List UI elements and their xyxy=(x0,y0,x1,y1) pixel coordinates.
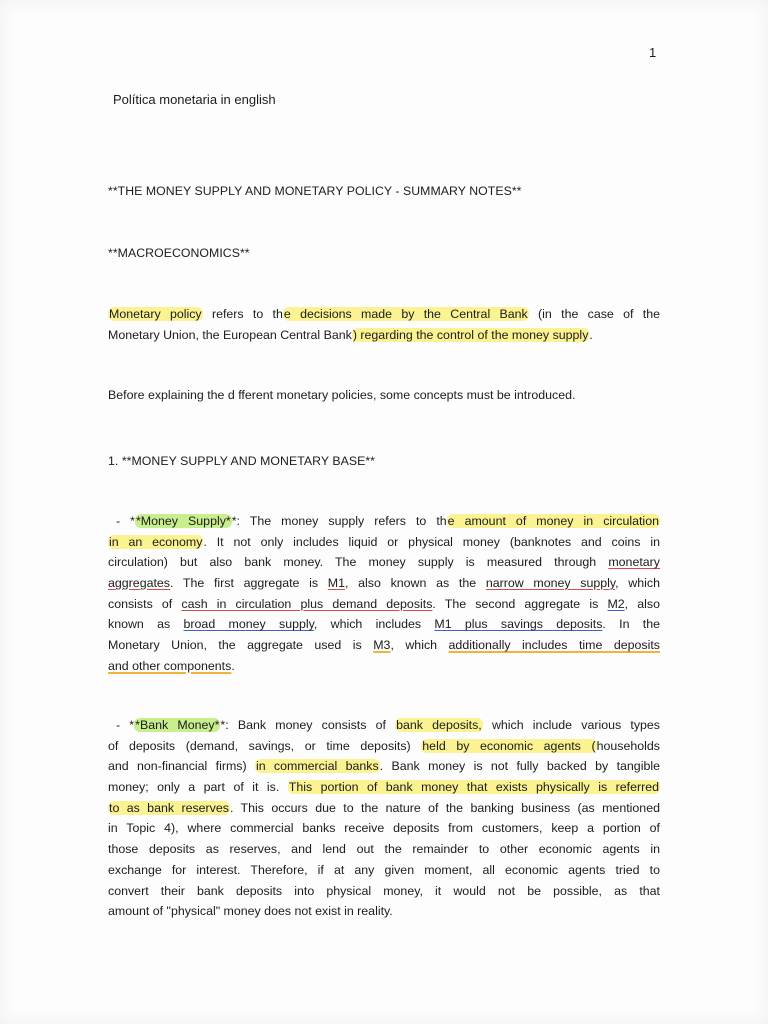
text-run: Monetary Union, the aggregate used is xyxy=(108,638,374,653)
underlined-text: and other components xyxy=(108,658,232,673)
paragraph-line xyxy=(108,573,660,594)
highlighted-text: This portion of bank money that exists physically is referred xyxy=(288,780,659,795)
highlighted-text: held by economic agents ( xyxy=(422,738,596,753)
text-run: , which xyxy=(615,576,660,591)
paragraph-line xyxy=(108,594,660,615)
underlined-text: cash in circulation plus demand deposits xyxy=(181,596,433,611)
bank-money-paragraph xyxy=(108,715,660,922)
intro-paragraph xyxy=(108,304,660,345)
text-run: in Topic 4), where commercial banks receive deposits from customers, keep a portion of xyxy=(108,821,660,836)
underlined-text: M3 xyxy=(373,638,391,653)
highlighted-text: in an economy xyxy=(109,534,203,549)
paragraph-line xyxy=(108,839,660,860)
text-run: , which includes xyxy=(313,617,435,632)
text-run: and non-financial firms) xyxy=(108,759,255,774)
highlighted-text: in commercial banks xyxy=(255,759,379,774)
paragraph-line xyxy=(108,635,660,656)
text-run: (in the case of the xyxy=(528,307,660,321)
paragraph-line xyxy=(108,777,660,798)
paragraph-line xyxy=(108,532,660,553)
paragraph-line xyxy=(108,901,660,922)
section-heading: 1. **MONEY SUPPLY AND MONETARY BASE** xyxy=(108,454,376,468)
main-heading: **THE MONEY SUPPLY AND MONETARY POLICY - SUMMARY NOTES** xyxy=(108,184,522,198)
term-highlight: *Money Supply* xyxy=(135,514,231,528)
text-run: of deposits (demand, savings, or time deposits) xyxy=(108,738,422,753)
highlighted-text: ) regarding the control of the money supply xyxy=(352,327,589,342)
highlighted-text: e amount of money in circulation xyxy=(447,514,659,528)
text-run: - * xyxy=(116,718,135,732)
highlighted-text: bank deposits, xyxy=(396,718,482,732)
paragraph-line xyxy=(108,798,660,819)
term-highlight: *Bank Money* xyxy=(135,718,220,732)
underlined-text: aggregates xyxy=(108,576,171,591)
underlined-text: additionally includes time deposits xyxy=(448,638,660,653)
text-run: known as xyxy=(108,617,184,632)
underlined-text: broad money supply xyxy=(183,617,314,632)
paragraph-line xyxy=(108,552,660,573)
paragraph-line xyxy=(108,614,660,635)
paragraph-line xyxy=(108,511,660,532)
underlined-text: M2 xyxy=(607,596,625,611)
paragraph-line xyxy=(108,756,660,777)
paragraph-line xyxy=(108,881,660,902)
text-run: consists of xyxy=(108,596,182,611)
text-run: . xyxy=(589,327,593,342)
paragraph-line xyxy=(108,860,660,881)
text-run: exchange for interest. Therefore, if at any given moment, all economic agents tried to xyxy=(108,862,660,877)
text-run: households xyxy=(596,738,660,753)
text-run: refers to th xyxy=(202,307,283,321)
paragraph-line xyxy=(108,325,660,346)
text-run: money; only a part of it is. xyxy=(108,780,288,795)
underlined-text: monetary xyxy=(608,555,660,570)
text-run: . xyxy=(231,658,235,673)
text-run: . Bank money is not fully backed by tangible xyxy=(379,759,660,774)
text-run: , also xyxy=(624,596,660,611)
text-run: convert their bank deposits into physical money, it would not be possible, as that xyxy=(108,883,660,898)
text-run: . The first aggregate is xyxy=(170,576,328,591)
text-run: . This occurs due to the nature of the banking business (as mentioned xyxy=(229,800,660,815)
highlighted-text: Monetary policy xyxy=(109,307,202,321)
paragraph-line xyxy=(108,656,660,677)
text-run: those deposits as reserves, and lend out the remainder to other economic agents in xyxy=(108,842,660,857)
paragraph-line xyxy=(108,736,660,757)
text-run: , which xyxy=(390,638,449,653)
highlighted-text: to as bank reserves xyxy=(109,800,229,815)
text-run: , also known as the xyxy=(345,576,486,591)
text-run: . The second aggregate is xyxy=(432,596,608,611)
text-run: *: The money supply refers to th xyxy=(231,514,447,528)
text-run: - * xyxy=(116,514,135,528)
page-number: 1 xyxy=(649,45,657,60)
before-paragraph: Before explaining the d fferent monetary policies, some concepts must be introduced. xyxy=(108,388,576,402)
text-run: amount of "physical" money does not exist in reality. xyxy=(108,904,393,919)
paragraph-line xyxy=(108,818,660,839)
text-run: Monetary Union, the European Central Bank xyxy=(108,327,352,342)
text-run: which include various types xyxy=(482,718,660,732)
underlined-text: narrow money supply xyxy=(485,576,616,591)
macro-heading: **MACROECONOMICS** xyxy=(108,246,250,260)
paragraph-line xyxy=(108,304,660,325)
underlined-text: M1 plus savings deposits xyxy=(434,617,603,632)
text-run: *: Bank money consists of xyxy=(220,718,396,732)
underlined-text: M1 xyxy=(327,576,346,591)
paragraph-line xyxy=(108,715,660,736)
text-run: . In the xyxy=(602,617,661,632)
document-title: Política monetaria in english xyxy=(113,92,276,107)
highlighted-text: e decisions made by the Central Bank xyxy=(283,307,528,321)
text-run: circulation) but also bank money. The money supply is measured through xyxy=(108,555,609,570)
money-supply-paragraph xyxy=(108,511,660,677)
text-run: . It not only includes liquid or physical money (banknotes and coins in xyxy=(203,534,660,549)
